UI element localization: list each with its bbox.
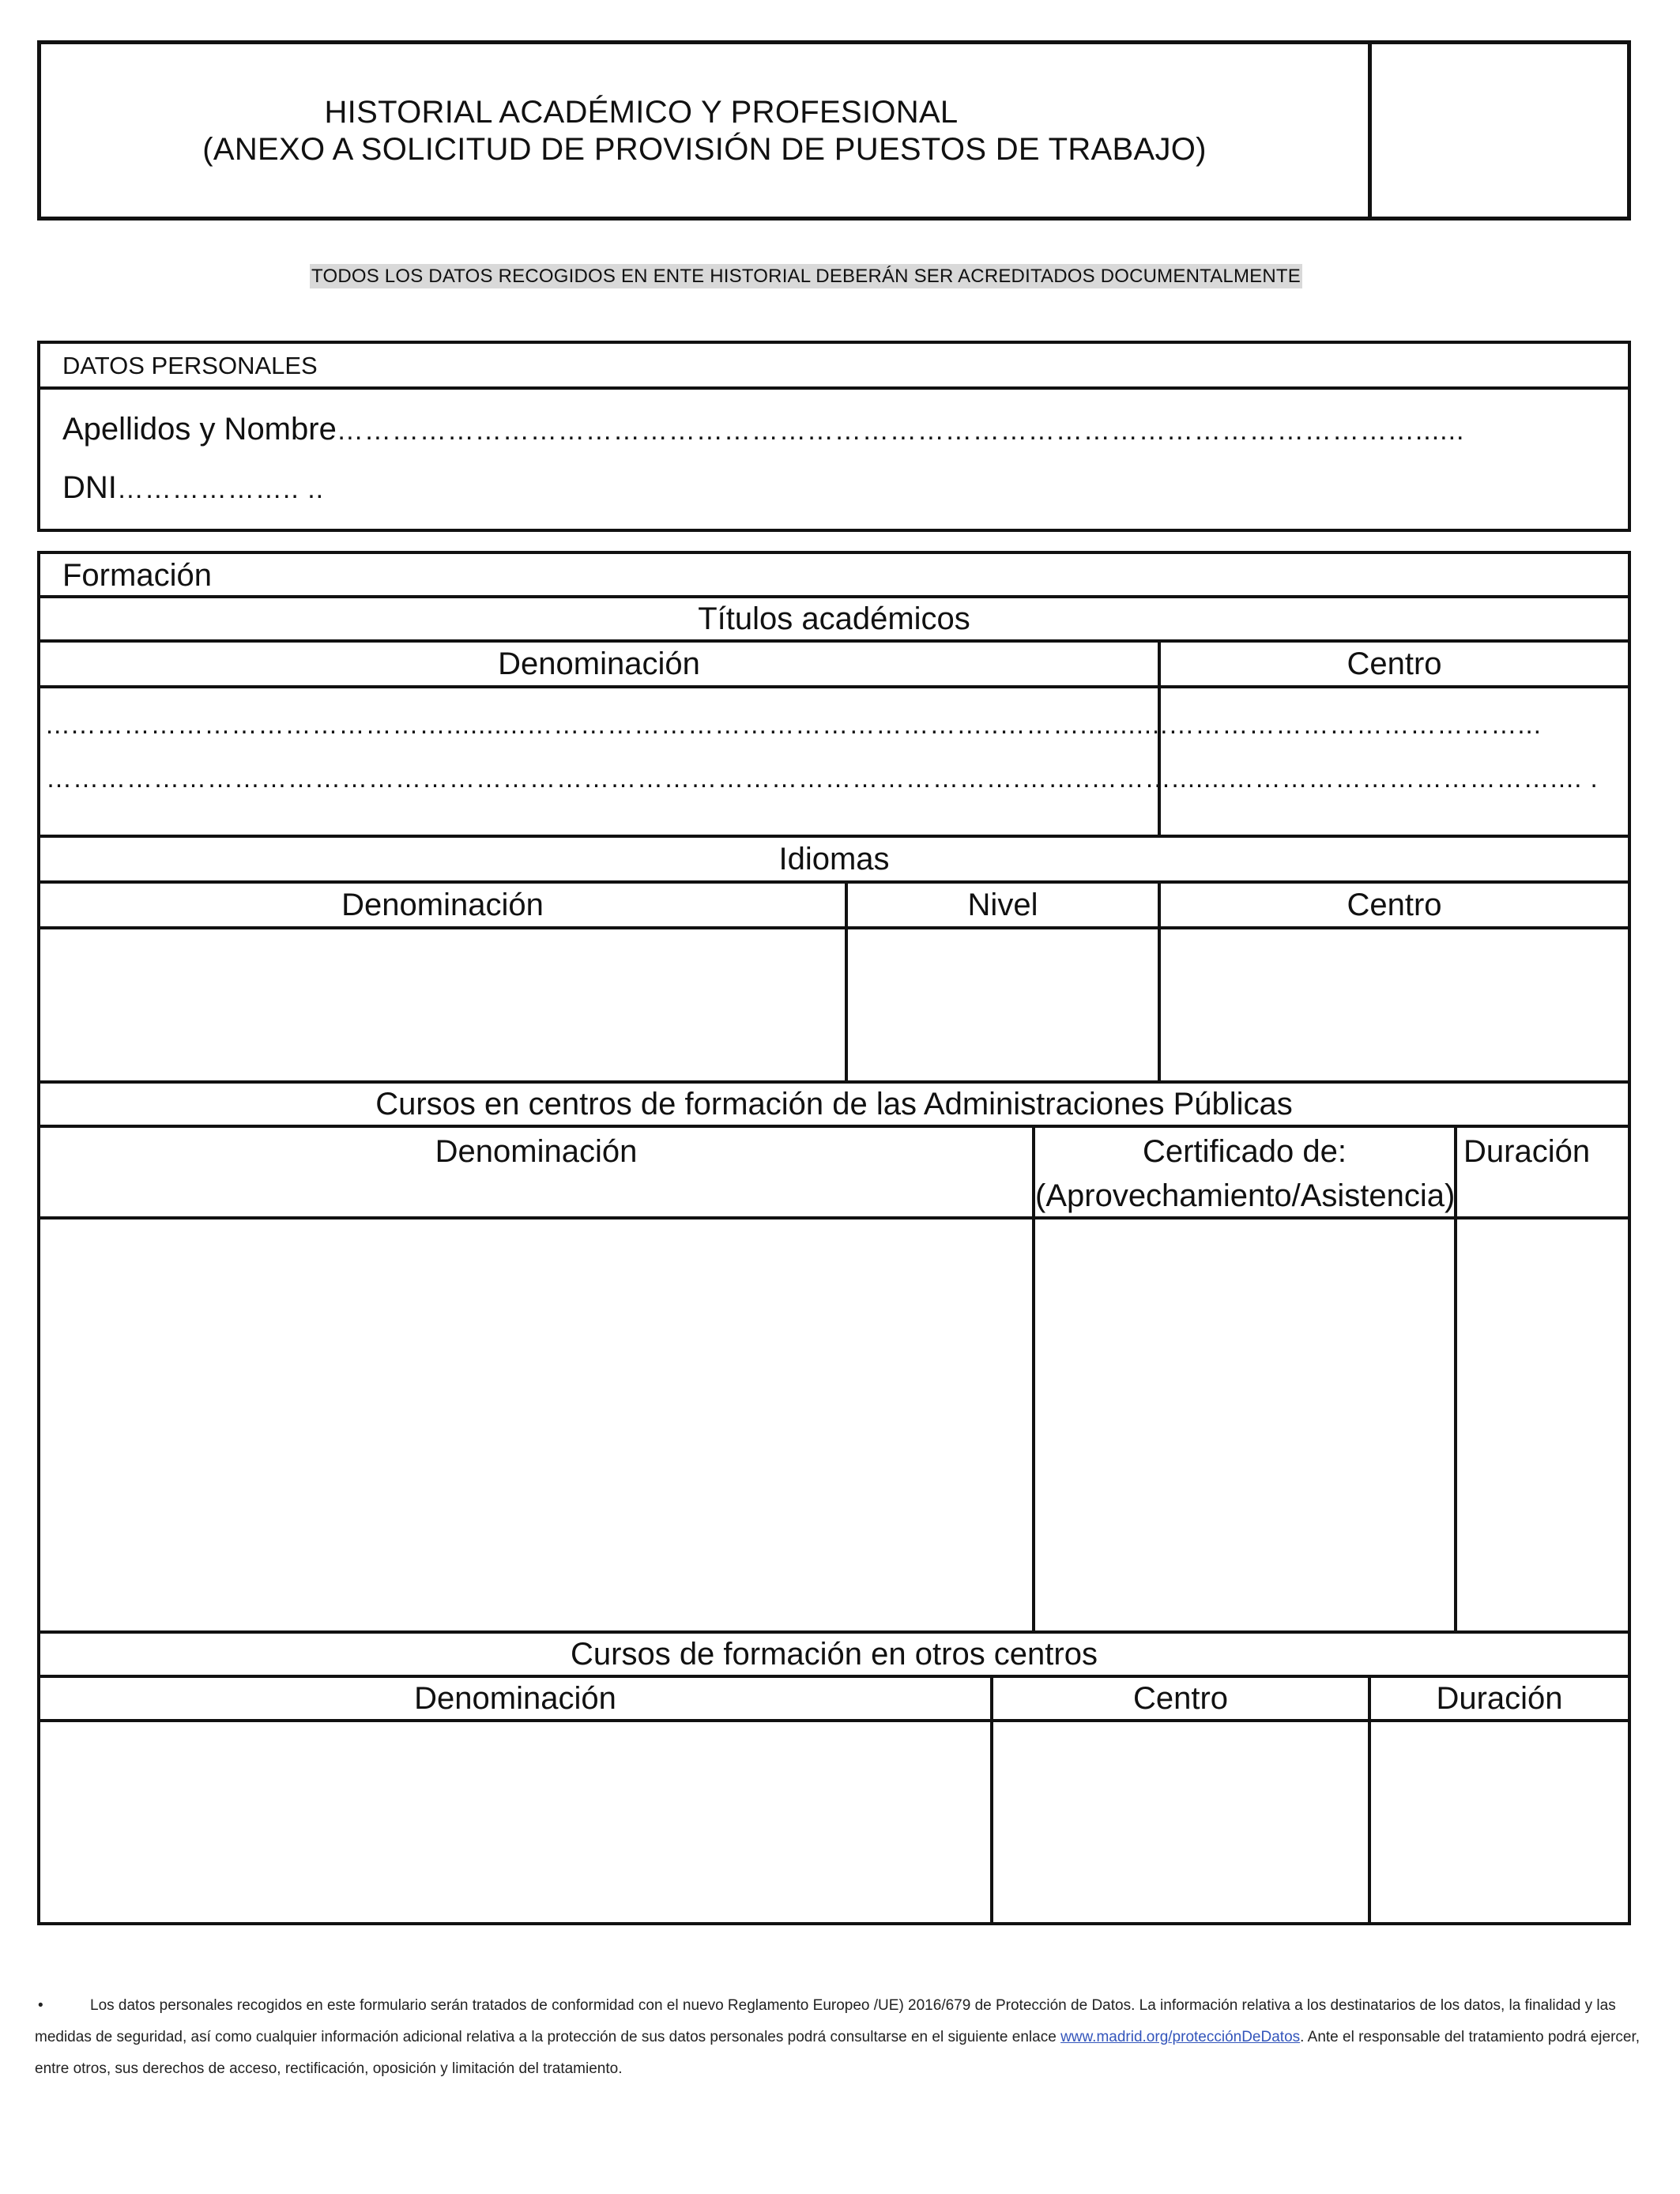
idiomas-col-nivel: Nivel: [845, 880, 1161, 929]
personal-section-label: DATOS PERSONALES: [62, 352, 318, 379]
idiomas-heading: Idiomas: [37, 835, 1631, 884]
formacion-header: [37, 551, 1631, 598]
footer-text-2: . Ante el responsable del tratamiento podrá ejercer, entre otros, sus derechos de acceso, rectificación, oposición y limitación del tratamiento.: [35, 2029, 1640, 2077]
cursos-otros-cell-denominacion[interactable]: [37, 1719, 993, 1925]
titulos-row-left[interactable]: [37, 685, 1161, 838]
name-field[interactable]: [62, 412, 1603, 447]
cursos-admin-col-certificado-line1: Certificado de:: [1143, 1134, 1347, 1169]
cursos-otros-cell-centro[interactable]: [990, 1719, 1371, 1925]
formacion-label: Formación: [62, 558, 212, 593]
cursos-admin-col-duracion-label: Duración: [1463, 1134, 1591, 1169]
footer-bullet: •: [38, 1997, 43, 2014]
personal-section-header: [37, 341, 1631, 390]
dni-dots: ……………….. ..: [116, 474, 325, 504]
titulos-col-denominacion: Denominación: [37, 639, 1161, 688]
idiomas-cell-nivel[interactable]: [845, 926, 1161, 1084]
privacy-footer: [35, 1990, 1663, 2085]
idiomas-cell-denominacion[interactable]: [37, 926, 848, 1084]
privacy-link[interactable]: www.madrid.org/protecciónDeDatos: [1060, 2029, 1301, 2045]
cursos-admin-cell-denominacion[interactable]: [37, 1216, 1035, 1634]
cursos-admin-col-certificado: [1032, 1125, 1457, 1220]
cursos-admin-col-denominacion-label: Denominación: [435, 1134, 638, 1169]
cursos-admin-heading: Cursos en centros de formación de las Administraciones Públicas: [37, 1080, 1631, 1128]
title-line-2: (ANEXO A SOLICITUD DE PROVISIÓN DE PUESTOS DE TRABAJO): [202, 132, 1207, 167]
notice-text: TODOS LOS DATOS RECOGIDOS EN ENTE HISTORIAL DEBERÁN SER ACREDITADOS DOCUMENTALMENTE: [311, 266, 1301, 287]
titulos-heading: Títulos académicos: [37, 595, 1631, 643]
titulos-row-right[interactable]: [1158, 685, 1631, 838]
cursos-admin-cell-certificado[interactable]: [1032, 1216, 1457, 1634]
dni-label: DNI: [62, 470, 117, 505]
page-title: [41, 95, 1368, 168]
header-divider: [1368, 40, 1372, 221]
name-dots: ………………………………………………………………………………………………………......: [336, 416, 1465, 446]
idiomas-col-centro: Centro: [1158, 880, 1631, 929]
cursos-admin-col-duracion: [1454, 1125, 1631, 1220]
cursos-admin-col-denominacion: [37, 1125, 1035, 1220]
footer-text-1: Los datos personales recogidos en este formulario serán tratados de conformidad con el nuevo Reglamento Europeo /UE) 2016/679 de Protección de Datos. La información relativa a los destinatarios de los datos, la finalidad y las medidas de seguridad, así como cualquier información adicional relativa a la protección de sus datos personales podrá consultarse en el siguiente enlace: [35, 1997, 1616, 2045]
notice-banner: [308, 266, 1304, 288]
titulos-col-centro: Centro: [1158, 639, 1631, 688]
cursos-otros-heading: Cursos de formación en otros centros: [37, 1630, 1631, 1678]
cursos-otros-col-denominacion: Denominación: [37, 1675, 993, 1722]
dni-field[interactable]: [62, 470, 324, 506]
cursos-otros-cell-duracion[interactable]: [1368, 1719, 1631, 1925]
idiomas-cell-centro[interactable]: [1158, 926, 1631, 1084]
personal-fields-box: [37, 386, 1631, 532]
titulos-dots-row-2: ……………………………………………………………………………………………….……..……….......……………………………….... .: [46, 763, 1599, 793]
idiomas-col-denominacion: Denominación: [37, 880, 848, 929]
cursos-otros-col-centro: Centro: [990, 1675, 1371, 1722]
cursos-admin-col-certificado-line2: (Aprovechamiento/Asistencia): [1035, 1178, 1456, 1213]
cursos-otros-col-duracion: Duración: [1368, 1675, 1631, 1722]
name-label: Apellidos y Nombre: [62, 412, 337, 447]
cursos-admin-cell-duracion[interactable]: [1454, 1216, 1631, 1634]
title-line-1: HISTORIAL ACADÉMICO Y PROFESIONAL: [324, 95, 959, 130]
titulos-dots-row-1: ...……………………………………..........……………………………………………..………...........…………………………………...: [46, 710, 1542, 739]
